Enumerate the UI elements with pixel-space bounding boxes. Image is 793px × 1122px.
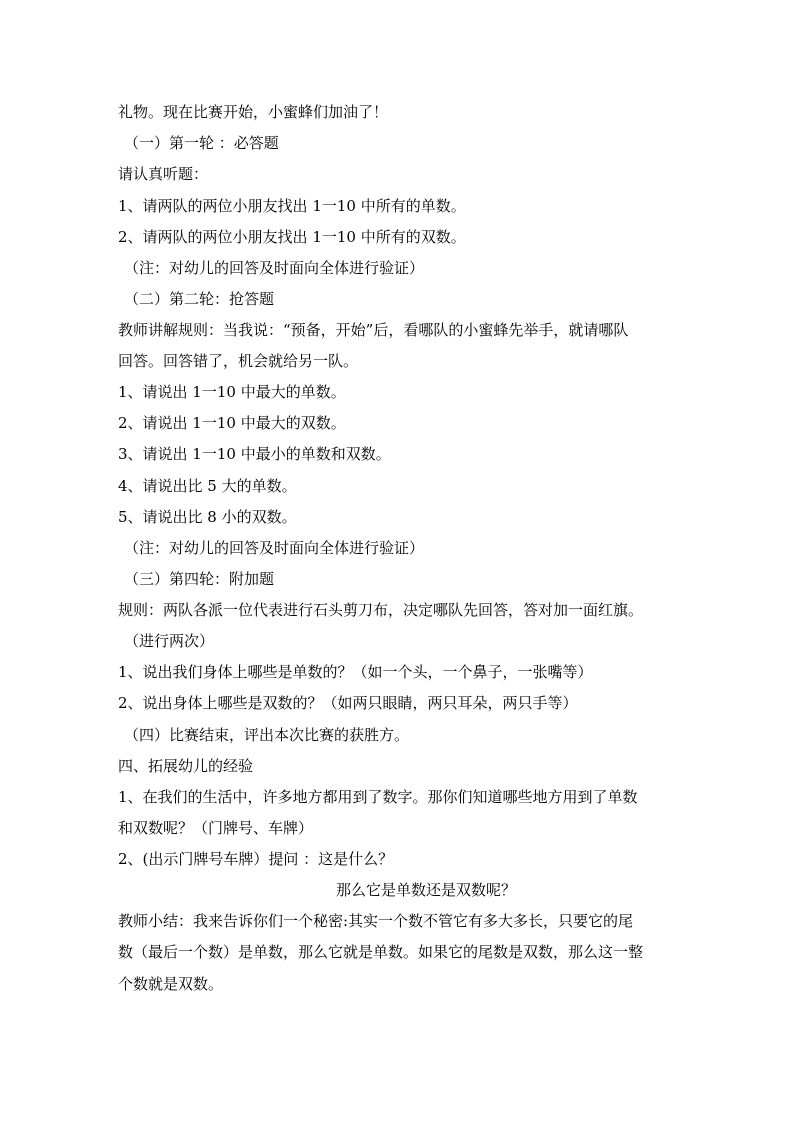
- text-line: 规则：两队各派一位代表进行石头剪刀布，决定哪队先回答，答对加一面红旗。: [118, 601, 644, 619]
- note-line: （注：对幼儿的回答及时面向全体进行验证）: [124, 539, 425, 557]
- note-line: （注：对幼儿的回答及时面向全体进行验证）: [124, 259, 425, 277]
- list-item: 2、请说出 1一10 中最大的双数。: [118, 414, 346, 432]
- section-heading-round-1: （一）第一轮 ：必答题: [124, 134, 279, 152]
- text-line: 礼物。现在比赛开始，小蜜蜂们加油了！: [118, 103, 389, 121]
- section-heading-end: （四）比赛结束，评出本次比赛的获胜方。: [124, 726, 410, 744]
- list-item: 3、请说出 1一10 中最小的单数和双数。: [118, 445, 391, 463]
- list-item: 1、说出我们身体上哪些是单数的？（如一个头，一个鼻子，一张嘴等）: [118, 663, 593, 681]
- section-heading-round-2: （二）第二轮：抢答题: [124, 290, 275, 308]
- text-line: 和双数呢？（门牌号、车牌）: [118, 819, 314, 837]
- list-item: 1、请说出 1一10 中最大的单数。: [118, 383, 346, 401]
- question-line: 那么它是单数还是双数呢？: [336, 881, 517, 899]
- list-item: 1、请两队的两位小朋友找出 1一10 中所有的单数。: [118, 197, 466, 215]
- section-heading-extend: 四、拓展幼儿的经验: [118, 757, 254, 775]
- text-line: 教师讲解规则：当我说：“预备，开始”后，看哪队的小蜜蜂先举手，就请哪队: [118, 321, 629, 339]
- list-item: 1、在我们的生活中，许多地方都用到了数字。那你们知道哪些地方用到了单数: [118, 788, 638, 806]
- text-line: 回答。回答错了，机会就给另一队。: [118, 352, 359, 370]
- text-line: 数（最后一个数）是单数，那么它就是单数。如果它的尾数是双数，那么这一整: [118, 943, 644, 961]
- list-item: 4、请说出比 5 大的单数。: [118, 477, 297, 495]
- section-heading-round-4: （三）第四轮：附加题: [124, 570, 275, 588]
- list-item: 5、请说出比 8 小的双数。: [118, 508, 297, 526]
- list-item: 2、说出身体上哪些是双数的？（如两只眼睛，两只耳朵，两只手等）: [118, 694, 578, 712]
- text-line: 个数就是双数。: [118, 975, 224, 993]
- text-line: （进行两次）: [124, 632, 215, 650]
- text-line: 教师小结：我来告诉你们一个秘密:其实一个数不管它有多大多长，只要它的尾: [118, 912, 634, 930]
- list-item: 2、请两队的两位小朋友找出 1一10 中所有的双数。: [118, 228, 466, 246]
- list-item: 2、(出示门牌号车牌）提问 ：这是什么？: [118, 850, 394, 868]
- text-line: 请认真听题：: [118, 165, 209, 183]
